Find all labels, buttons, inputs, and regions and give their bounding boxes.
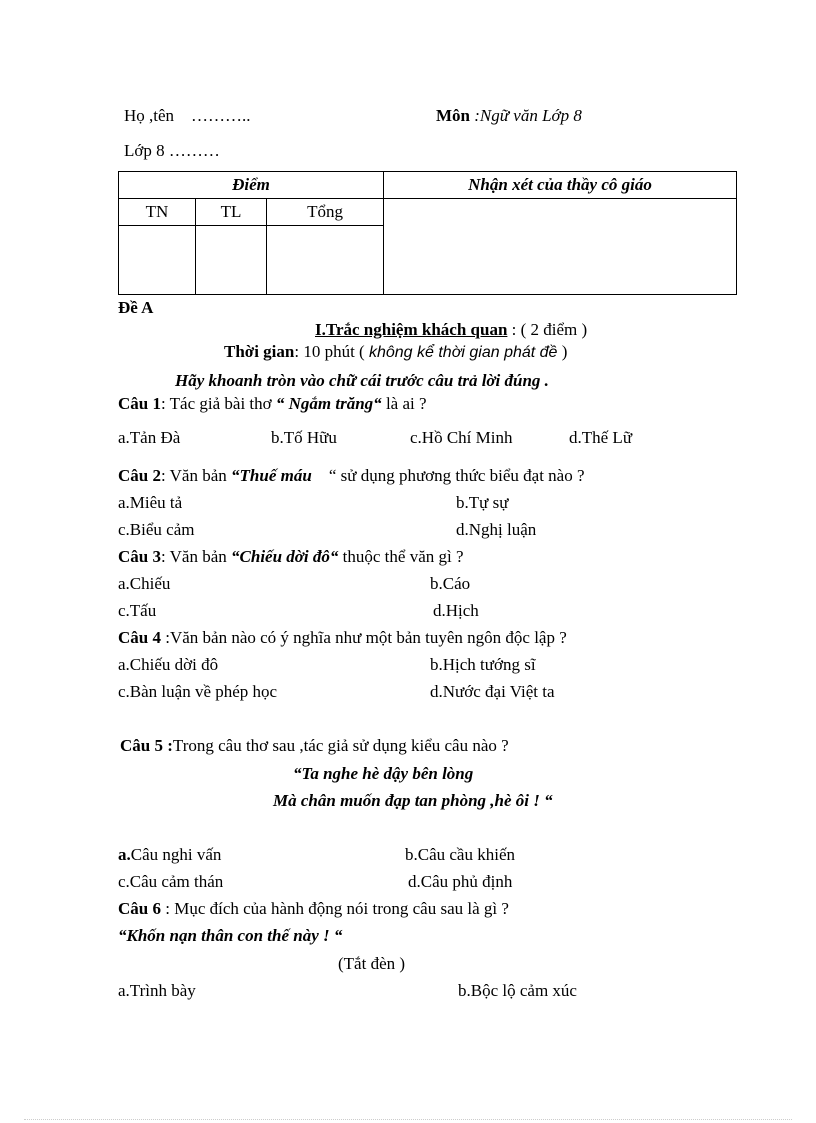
class-dots: ……… [168,141,220,160]
q5-option-a-letter: a. [118,845,131,864]
time-label: Thời gian [224,342,295,361]
section-heading [315,321,587,338]
class-line [124,142,220,159]
q2-option-c[interactable]: c.Biểu cảm [118,520,195,539]
q5-option-c[interactable]: c.Câu cảm thán [118,872,224,891]
name-dots: ……….. [191,106,251,125]
q3-option-d[interactable]: d.Hịch [433,601,479,620]
q4-text: :Văn bản nào có ý nghĩa như một bản tuyên ngôn độc lập ? [165,628,567,647]
question-2 [118,467,585,484]
comment-header: Nhận xét của thầy cô giáo [384,172,737,199]
section-title: I.Trắc nghiệm khách quan [315,320,508,339]
question-5 [120,737,509,754]
q1-option-c[interactable]: c.Hồ Chí Minh [410,428,513,447]
q5-option-b[interactable]: b.Câu cầu khiến [405,845,515,864]
name-label: Họ ,tên [124,106,175,125]
q5-option-a-text: Câu nghi vấn [130,845,222,864]
q4-option-b[interactable]: b.Hịch tướng sĩ [430,655,536,674]
q5-option-d[interactable]: d.Câu phủ định [408,872,513,891]
name-line [124,107,251,124]
q2-option-a[interactable]: a.Miêu tả [118,493,183,512]
q3-option-c[interactable]: c.Tấu [118,601,157,620]
section-points: : ( 2 điểm ) [511,320,588,339]
q1-option-b[interactable]: b.Tố Hữu [271,428,337,447]
exam-variant: Đề A [118,298,154,317]
class-label: Lớp 8 [124,141,165,160]
time-close: ) [561,342,568,361]
q1-label: Câu 1 [118,394,161,413]
q3-option-a[interactable]: a.Chiếu [118,574,171,593]
subject-label: Môn [436,106,470,125]
q3-label: Câu 3 [118,547,161,566]
col-tl: TL [196,199,267,226]
q3-title: “Chiếu dời đô“ [231,547,339,566]
question-3 [118,548,464,565]
q5-option-a[interactable] [118,846,221,863]
q3-option-b[interactable]: b.Cáo [430,574,471,593]
q1-text-b: là ai ? [385,394,427,413]
question-1 [118,395,427,412]
q2-option-b[interactable]: b.Tự sự [456,493,509,512]
question-6 [118,900,509,917]
q2-option-d[interactable]: d.Nghị luận [456,520,537,539]
time-note: không kể thời gian phát đề [368,344,558,361]
col-total: Tổng [267,199,384,226]
q5-text: Trong câu thơ sau ,tác giả sử dụng kiểu câu nào ? [172,736,509,755]
q2-text-b: “ sử dụng phương thức biểu đạt nào ? [328,466,585,485]
q5-label: Câu 5 : [120,736,173,755]
q6-text: : Mục đích của hành động nói trong câu sau là gì ? [165,899,509,918]
time-line [224,343,567,361]
tl-score-cell [196,226,267,295]
q3-text-b: thuộc thể văn gì ? [342,547,464,566]
subject-line [436,107,582,124]
question-4 [118,629,567,646]
q4-option-d[interactable]: d.Nước đại Việt ta [430,682,555,701]
q2-label: Câu 2 [118,466,161,485]
q4-label: Câu 4 [118,628,161,647]
q3-text: : Văn bản [160,547,227,566]
q1-text: : Tác giả bài thơ [160,394,272,413]
subject-value: :Ngữ văn Lớp 8 [474,106,582,125]
q1-option-a[interactable]: a.Tản Đà [118,428,181,447]
q2-title: “Thuế máu [231,466,312,485]
q6-option-a[interactable]: a.Trình bày [118,981,196,1000]
col-tn: TN [119,199,196,226]
instruction: Hãy khoanh tròn vào chữ cái trước câu trả lời đúng . [175,371,549,390]
q4-option-a[interactable]: a.Chiếu dời đô [118,655,219,674]
q2-text: : Văn bản [160,466,227,485]
time-value: : 10 phút ( [294,342,365,361]
tn-score-cell [119,226,196,295]
total-score-cell [267,226,384,295]
q6-quote: “Khốn nạn thân con thế này ! “ [118,926,343,945]
page-bottom-divider [24,1119,792,1120]
q5-poem-line-2: Mà chân muốn đạp tan phòng ,hè ôi ! “ [273,791,553,810]
q6-label: Câu 6 [118,899,161,918]
q4-option-c[interactable]: c.Bàn luận về phép học [118,682,278,701]
q6-option-b[interactable]: b.Bộc lộ cảm xúc [458,981,577,1000]
comment-cell [384,199,737,295]
score-table [118,171,737,295]
q1-title: “ Ngắm trăng“ [275,394,382,413]
q1-option-d[interactable]: d.Thế Lữ [569,428,633,447]
score-header: Điểm [119,172,384,199]
q6-source: (Tắt đèn ) [338,954,406,973]
q5-poem-line-1: “Ta nghe hè dậy bên lòng [293,764,474,783]
